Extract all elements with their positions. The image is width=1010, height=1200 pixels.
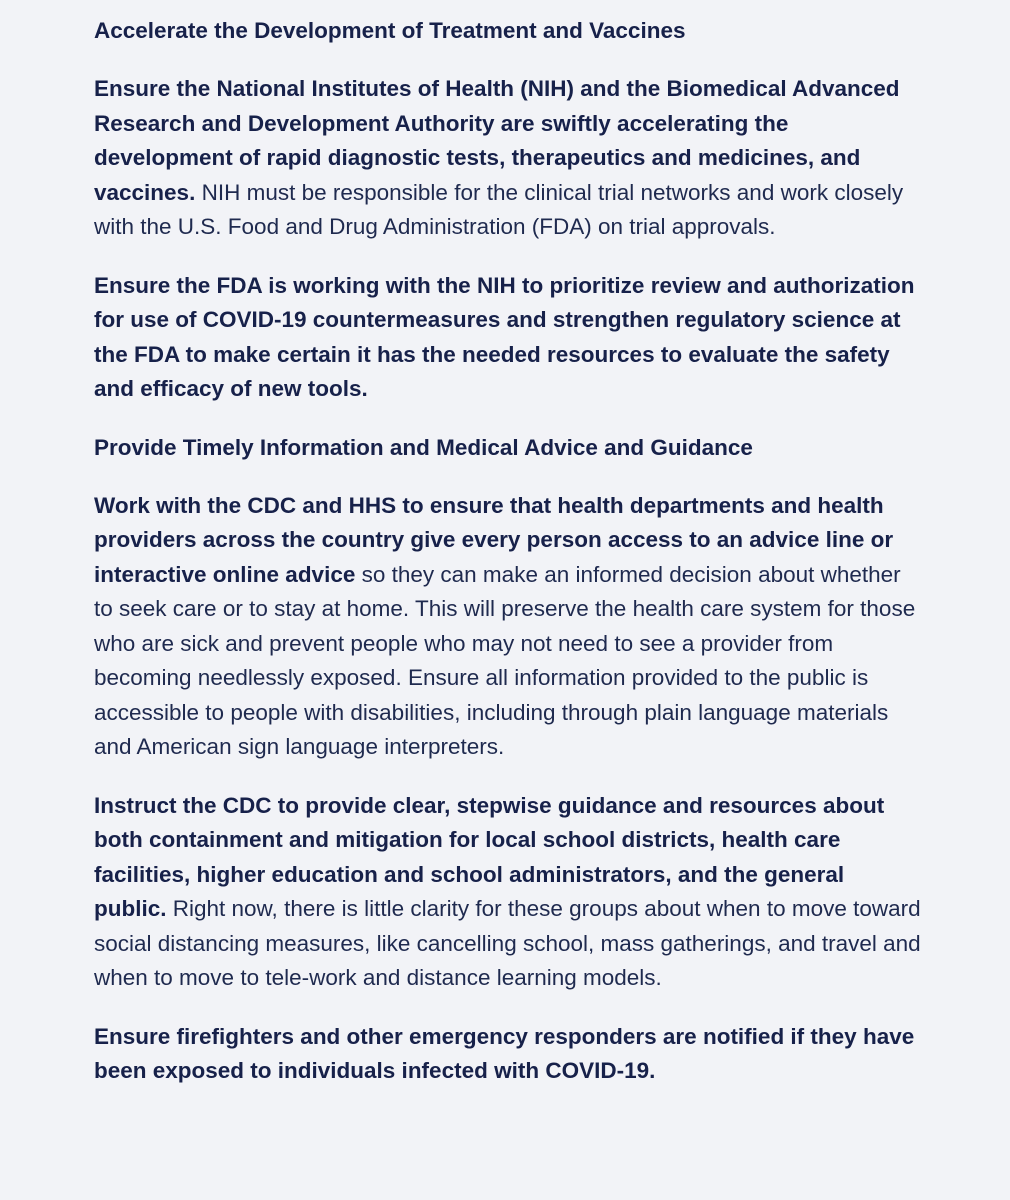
section-heading: Accelerate the Development of Treatment and Vaccines xyxy=(94,18,686,43)
paragraph-body: Right now, there is little clarity for these groups about when to move toward social distancing measures, like cancelling school, mass gatherings, and travel and when to move to tele-work and distance learning models. xyxy=(94,896,921,990)
paragraph xyxy=(94,489,922,765)
paragraph-lead: Instruct the CDC to provide clear, stepwise guidance and resources about both containment and mitigation for local school districts, health care facilities, higher education and school administrators, and the general public. xyxy=(94,792,885,921)
spacer xyxy=(94,465,922,489)
paragraph xyxy=(94,72,922,245)
paragraph xyxy=(94,789,922,996)
spacer xyxy=(94,765,922,789)
paragraph-lead: Ensure the FDA is working with the NIH to prioritize review and authorization for use of COVID-19 countermeasures and strengthen regulatory science at the FDA to make certain it has the needed resources to evaluate the safety and efficacy of new tools. xyxy=(94,272,915,401)
paragraph-body: so they can make an informed decision about whether to seek care or to stay at home. This will preserve the health care system for those who are sick and prevent people who may not need to see a provider from becoming needlessly exposed. Ensure all information provided to the public is accessible to people with disabilities, including through plain language materials and American sign language interpreters. xyxy=(94,561,916,759)
paragraph-lead: Work with the CDC and HHS to ensure that health departments and health providers across the country give every person access to an advice line or interactive online advice xyxy=(94,492,894,587)
paragraph-body: NIH must be responsible for the clinical trial networks and work closely with the U.S. Food and Drug Administration (FDA) on trial approvals. xyxy=(94,179,904,239)
spacer xyxy=(94,245,922,269)
paragraph-lead: Ensure firefighters and other emergency responders are notified if they have been exposed to individuals infected with COVID-19. xyxy=(94,1023,915,1083)
spacer xyxy=(94,996,922,1020)
paragraph xyxy=(94,269,922,407)
section-heading: Provide Timely Information and Medical Advice and Guidance xyxy=(94,434,753,460)
spacer xyxy=(94,407,922,431)
paragraph-lead: Ensure the National Institutes of Health (NIH) and the Biomedical Advanced Research and Development Authority are swiftly accelerating the development of rapid diagnostic tests, therapeutics and medicines, and vaccines. xyxy=(94,76,900,205)
paragraph xyxy=(94,1020,922,1089)
spacer xyxy=(94,48,922,72)
